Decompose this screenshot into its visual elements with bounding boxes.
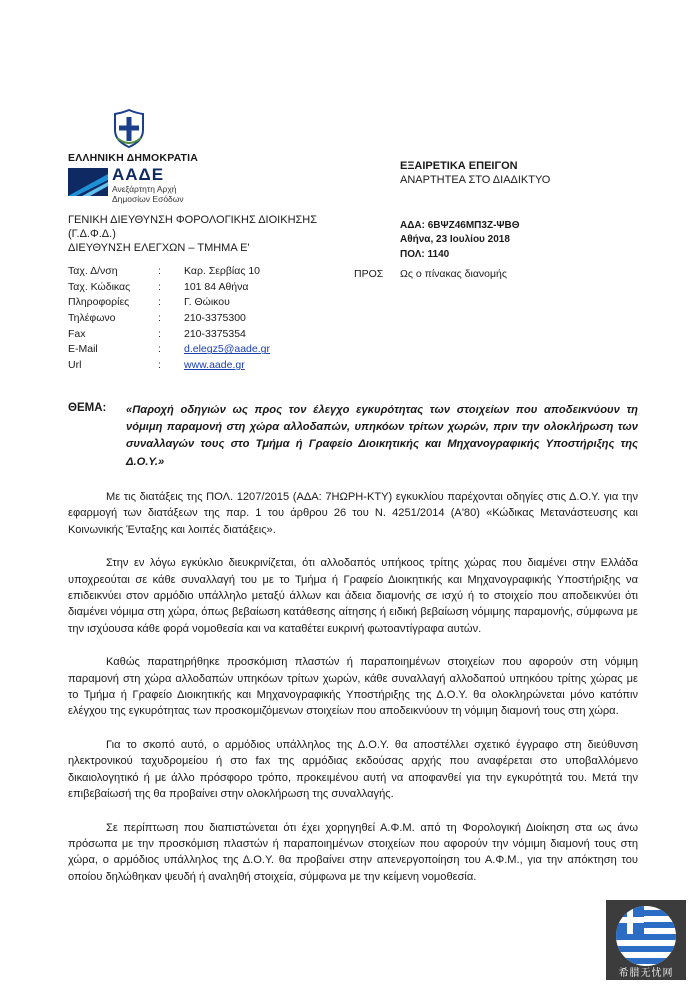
body-paragraph: Με τις διατάξεις της ΠΟΛ. 1207/2015 (ΑΔΑ: 7ΗΩΡΗ-ΚΤΥ) εγκυκλίου παρέχονται οδηγίες στις Δ.Ο.Υ. για την εφαρμογή των διατάξεων της παρ. 1 του άρθρου 26 του Ν. 4251/2014 (Α'80) «Κώδικας Μετανάστευσης και Κοινωνικής Ένταξης και λοιπές διατάξεις».: [68, 491, 638, 536]
recipient-value: Ως ο πίνακας διανομής: [400, 268, 507, 280]
subject-text: «Παροχή οδηγιών ως προς τον έλεγχο εγκυρότητας των στοιχείων που αποδεικνύουν τη νόμιμη παραμονή στη χώρα αλλοδαπών, υπηκόων τρίτων χωρών, πριν την ολοκλήρωση των συναλλαγών τους στο Τμήμα ή Γραφείο Διοικητικής και Μηχανογραφικής Υποστήριξης της Δ.Ο.Υ.»: [126, 404, 638, 468]
ada-number: ΑΔΑ: 6ΒΨΖ46ΜΠ3Ζ-ΨΒΘ: [400, 220, 520, 231]
aade-subtitle: Ανεξάρτητη Αρχή Δημοσίων Εσόδων: [112, 184, 184, 204]
greek-flag-icon: [616, 906, 676, 966]
org-line-1: ΓΕΝΙΚΗ ΔΙΕΥΘΥΝΣΗ ΦΟΡΟΛΟΓΙΚΗΣ ΔΙΟΙΚΗΣΗΣ: [68, 214, 318, 226]
body-paragraph: Στην εν λόγω εγκύκλιο διευκρινίζεται, ότι αλλοδαπός υπήκοος τρίτης χώρας που διαμένει στην Ελλάδα υποχρεούται σε κάθε συναλλαγή του με το Τμήμα ή Γραφείο Διοικητικής και Μηχανογραφικής Υποστήριξης να επιδεικνύει στον αρμόδιο υπάλληλο μεταξύ άλλων και άδεια διαμονής σε ισχύ ή το στοιχείο που αποδεικνύει ότι διαμένει νόμιμα στη χώρα, όπως βεβαίωση κατάθεσης αίτησης ή ειδική βεβαίωση νόμιμης παραμονής, σύμφωνα με την ισχύουσα κάθε φορά νομοθεσία και να καταθέτει ευκρινή φωτοαντίγραφα αυτών.: [68, 557, 638, 635]
body-paragraph: Για το σκοπό αυτό, ο αρμόδιος υπάλληλος της Δ.Ο.Υ. θα αποστέλλει σχετικό έγγραφο στη διεύθυνση ηλεκτρονικού ταχυδρομείου ή στο fax της αρμόδιας εκδούσας αρχής που αναφέρεται στο υποβαλλόμενο δικαιολογητικό ή με άλλο πρόσφορο τρόπο, προκειμένου αυτή να αποφανθεί για την εγκυρότητά του. Μετά την επιβεβαίωσή της θα προβαίνει στην ολοκλήρωση της συναλλαγής.: [68, 738, 638, 801]
pol-number: ΠΟΛ: 1140: [400, 249, 450, 260]
org-line-2: (Γ.Δ.Φ.Δ.): [68, 228, 116, 240]
body-paragraph: Καθώς παρατηρήθηκε προσκόμιση πλαστών ή παραποιημένων στοιχείων που αφορούν στη νόμιμη παραμονή στη χώρα αλλοδαπών υπηκόων τρίτων χωρών, κάθε συναλλαγή αλλοδαπού υπηκόου τρίτης χώρας με το Τμήμα ή Γραφείο Διοικητικής και Μηχανογραφικής Υποστήριξης της Δ.Ο.Υ. θα ολοκληρώνεται μόνο κατόπιν ελέγχου της εγκυρότητας των προσκομιζόμενων στοιχείων που αποδεικνύουν τη νόμιμη διαμονή τους στη χώρα.: [68, 656, 638, 718]
email-link[interactable]: d.elegz5@aade.gr: [184, 343, 270, 356]
subject-label: ΘΕΜΑ:: [68, 402, 107, 414]
website-link[interactable]: www.aade.gr: [184, 359, 245, 372]
urgency-block: [400, 159, 550, 187]
ada-block: [400, 219, 520, 247]
body-paragraph: Σε περίπτωση που διαπιστώνεται ότι έχει χορηγηθεί Α.Φ.Μ. από τη Φορολογική Διοίκηση στα ως άνω πρόσωπα με την προσκόμιση πλαστών ή παραποιημένων στοιχείων που αφορούν την νόμιμη διαμονή τους στη χώρα, ο αρμόδιος υπάλληλος της Δ.Ο.Υ. θα προβαίνει στην απενεργοποίηση του Α.Φ.Μ., για την απόκτηση του οποίου δηλώθηκαν ψευδή ή αναληθή στοιχεία, σύμφωνα με την κείμενη νομοθεσία.: [68, 821, 638, 883]
urgent-label: ΕΞΑΙΡΕΤΙΚΑ ΕΠΕΙΓΟΝ: [400, 160, 518, 172]
org-line-3: ΔΙΕΥΘΥΝΣΗ ΕΛΕΓΧΩΝ – ΤΜΗΜΑ Ε': [68, 242, 250, 254]
greek-emblem-icon: [112, 108, 146, 148]
publish-label: ΑΝΑΡΤΗΤΕΑ ΣΤΟ ΔΙΑΔΙΚΤΥΟ: [400, 174, 551, 186]
document-body: [68, 489, 638, 902]
aade-logo-icon: [68, 168, 108, 196]
aade-name: ΑΑΔΕ: [112, 165, 165, 184]
document-date: Αθήνα, 23 Ιουλίου 2018: [400, 234, 510, 245]
organization-block: [68, 213, 317, 255]
recipient-label: ΠΡΟΣ: [354, 268, 384, 280]
watermark-text: 希腊无忧网: [618, 968, 674, 979]
republic-label: ΕΛΛΗΝΙΚΗ ΔΗΜΟΚΡΑΤΙΑ: [68, 152, 199, 164]
